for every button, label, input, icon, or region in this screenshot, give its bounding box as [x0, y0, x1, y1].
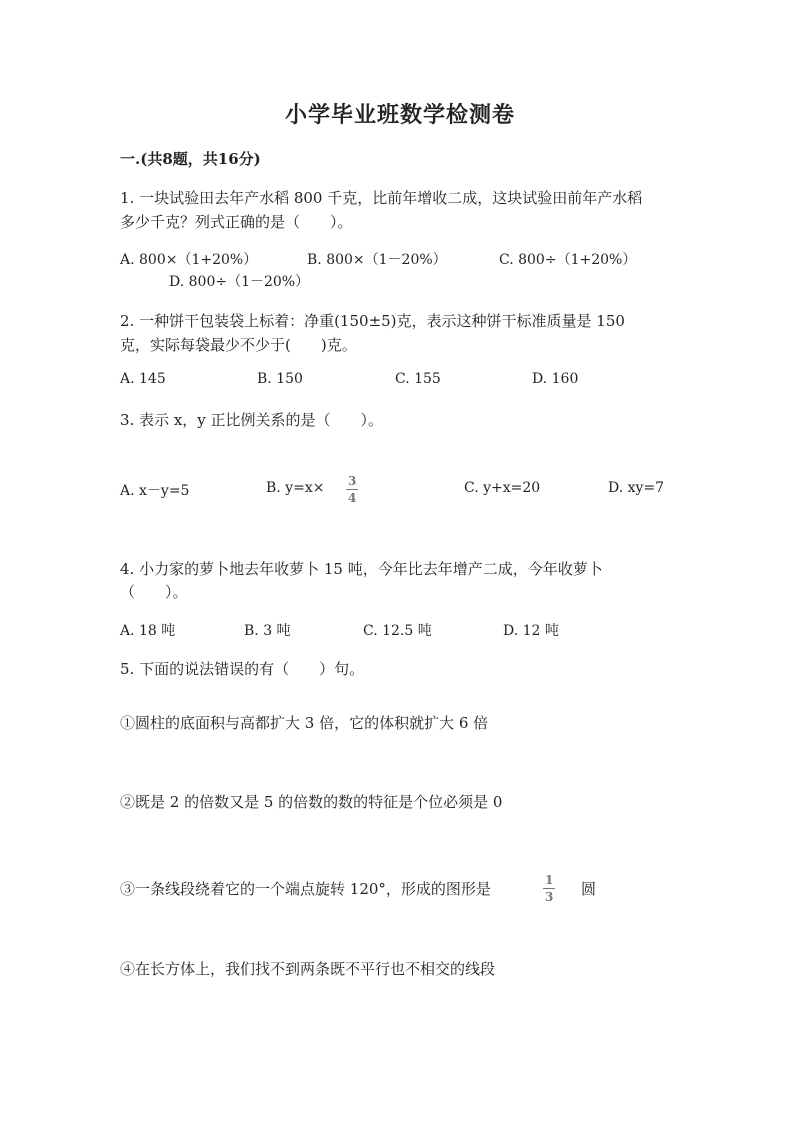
- question-5-statement-3-fraction: [543, 873, 555, 904]
- question-5-statement-2: ②既是 2 的倍数又是 5 的倍数的数的特征是个位必须是 0: [120, 793, 503, 811]
- section-heading: 一.(共8题，共16分): [120, 150, 261, 168]
- question-3-option-d: D. xy=7: [608, 480, 665, 496]
- question-4-option-c: C. 12.5 吨: [363, 623, 432, 639]
- question-5-statement-1: ①圆柱的底面积与高都扩大 3 倍，它的体积就扩大 6 倍: [120, 714, 489, 732]
- question-3-option-b-fraction: [346, 474, 358, 505]
- page-title: 小学毕业班数学检测卷: [284, 102, 515, 128]
- question-2-line-1: 2. 一种饼干包装袋上标着：净重(150±5)克，表示这种饼干标准质量是 150: [120, 312, 625, 330]
- question-1-line-1: 1. 一块试验田去年产水稻 800 千克，比前年增收二成，这块试验田前年产水稻: [120, 189, 643, 207]
- question-5-statement-3-tail: 圆: [581, 880, 597, 898]
- question-1-option-d: D. 800÷（1－20%）: [169, 274, 310, 290]
- question-4-option-b: B. 3 吨: [244, 623, 291, 639]
- fraction-numerator: 3: [348, 474, 357, 488]
- fraction-numerator: 1: [545, 873, 554, 887]
- question-4-option-d: D. 12 吨: [503, 623, 559, 639]
- question-5-statement-3: ③一条线段绕着它的一个端点旋转 120°，形成的图形是: [120, 880, 491, 898]
- question-2-option-b: B. 150: [257, 371, 303, 387]
- question-2-option-d: D. 160: [532, 371, 579, 387]
- question-3-option-a: A. x－y=5: [120, 483, 190, 499]
- question-2-option-a: A. 145: [120, 371, 166, 387]
- question-1-option-a: A. 800×（1+20%）: [120, 252, 258, 268]
- fraction-denominator: 3: [545, 890, 554, 904]
- question-1-option-b: B. 800×（1－20%）: [307, 252, 447, 268]
- question-4-line-2: （ ）。: [120, 583, 188, 601]
- question-1-line-2: 多少千克？列式正确的是（ ）。: [120, 213, 353, 231]
- question-2-option-c: C. 155: [395, 371, 441, 387]
- question-1-option-c: C. 800÷（1+20%）: [499, 252, 637, 268]
- question-4-line-1: 4. 小力家的萝卜地去年收萝卜 15 吨，今年比去年增产二成，今年收萝卜: [120, 560, 603, 578]
- fraction-denominator: 4: [348, 491, 357, 505]
- question-3-line-1: 3. 表示 x，y 正比例关系的是（ ）。: [120, 411, 384, 429]
- question-2-line-2: 克，实际每袋最少不少于( )克。: [120, 336, 357, 354]
- question-4-option-a: A. 18 吨: [120, 623, 176, 639]
- question-3-option-c: C. y+x=20: [464, 480, 541, 496]
- question-5-statement-4: ④在长方体上，我们找不到两条既不平行也不相交的线段: [120, 960, 496, 978]
- question-3-option-b: B. y=x×: [266, 480, 325, 496]
- question-5-line-1: 5. 下面的说法错误的有（ ）句。: [120, 660, 365, 678]
